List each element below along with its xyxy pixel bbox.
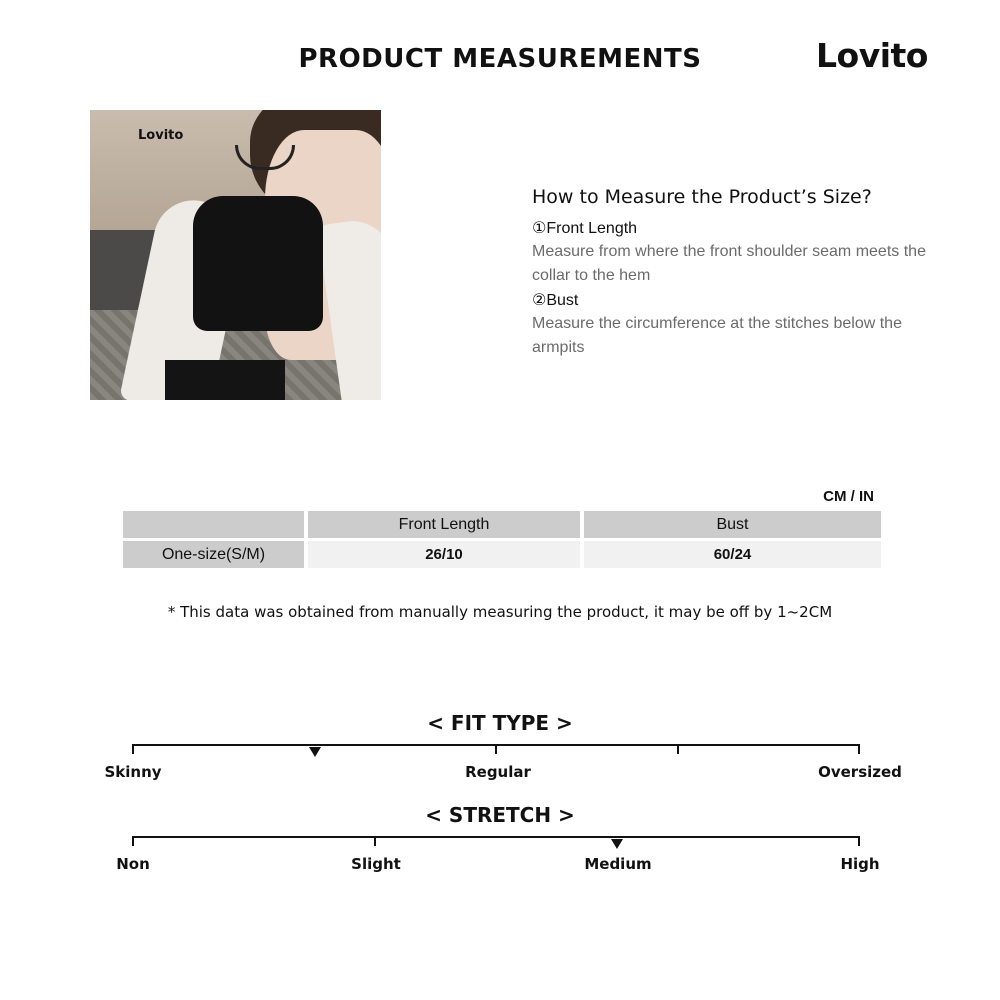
table-header-row	[123, 511, 881, 538]
stretch-tick	[132, 836, 134, 846]
stretch-tick	[858, 836, 860, 846]
fit-type-tick	[858, 744, 860, 754]
table-header-cell: Bust	[584, 511, 881, 538]
stretch-label: High	[840, 855, 880, 873]
fit-type-label: Skinny	[104, 763, 162, 781]
measurement-note: * This data was obtained from manually measuring the product, it may be off by 1~2CM	[167, 603, 833, 621]
stretch-label: Medium	[584, 855, 652, 873]
stretch-track	[132, 836, 860, 838]
stretch-tick	[374, 836, 376, 846]
measure-item-description: Measure the circumference at the stitches below the armpits	[532, 315, 902, 356]
measure-guide-title: How to Measure the Product’s Size?	[532, 186, 872, 208]
stretch-label: Slight	[351, 855, 401, 873]
measure-item-label: ①Front Length	[532, 220, 638, 237]
measure-guide	[532, 186, 932, 362]
photo-watermark: Lovito	[138, 128, 184, 143]
stretch-marker	[611, 839, 623, 849]
measure-item-description: Measure from where the front shoulder seam meets the collar to the hem	[532, 243, 926, 284]
page-title: PRODUCT MEASUREMENTS	[298, 44, 702, 74]
fit-type-tick	[677, 744, 679, 754]
table-header-cell: Front Length	[308, 511, 580, 538]
table-row	[123, 541, 881, 568]
stretch-label: Non	[116, 855, 150, 873]
stretch-title: < STRETCH >	[425, 803, 575, 827]
fit-type-tick	[495, 744, 497, 754]
size-table	[119, 508, 885, 571]
product-photo	[90, 110, 381, 400]
fit-type-label: Regular	[465, 763, 531, 781]
table-cell: 60/24	[584, 541, 881, 568]
fit-type-label: Oversized	[818, 763, 902, 781]
size-name-cell: One-size(S/M)	[123, 541, 304, 568]
brand-logo: Lovito	[816, 36, 928, 75]
table-cell: 26/10	[308, 541, 580, 568]
fit-type-marker	[309, 747, 321, 757]
unit-label: CM / IN	[823, 488, 874, 505]
table-header-cell	[123, 511, 304, 538]
measure-item-label: ②Bust	[532, 292, 579, 309]
fit-type-tick	[132, 744, 134, 754]
fit-type-title: < FIT TYPE >	[427, 711, 573, 735]
